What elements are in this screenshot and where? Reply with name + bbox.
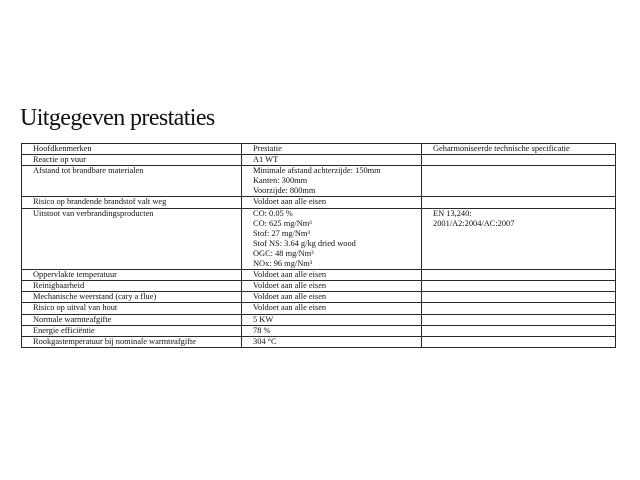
table-row <box>22 336 616 347</box>
cell-feature <box>22 208 242 270</box>
performance-table <box>21 143 616 348</box>
performance-text: Stof: 27 mg/Nm³ <box>253 228 310 238</box>
table-row <box>22 197 616 208</box>
performance-text: Voldoet aan alle eisen <box>253 303 327 313</box>
performance-text: OGC: 48 mg/Nm³ <box>253 248 314 258</box>
cell-performance <box>242 197 422 208</box>
cell-performance <box>242 303 422 314</box>
performance-text: CO: 0.05 % <box>253 208 293 218</box>
cell-spec <box>422 325 616 336</box>
performance-text: Voldoet aan alle eisen <box>253 292 327 302</box>
header-performance: Prestatie <box>242 144 422 155</box>
cell-feature <box>22 303 242 314</box>
cell-spec <box>422 197 616 208</box>
performance-text: Voldoet aan alle eisen <box>253 197 327 207</box>
header-main-characteristics: Hoofdkenmerken <box>22 144 242 155</box>
performance-text: Minimale afstand achterzijde: 150mm <box>253 166 381 176</box>
cell-performance <box>242 166 422 197</box>
cell-performance <box>242 336 422 347</box>
feature-text: Uitstoot van verbrandingsproducten <box>33 208 154 218</box>
cell-feature <box>22 314 242 325</box>
cell-performance <box>242 314 422 325</box>
header-harmonised-spec: Geharmoniseerde technische specificatie <box>422 144 616 155</box>
performance-text: Kanten: 300mm <box>253 176 308 186</box>
table-row <box>22 208 616 270</box>
feature-text: Energie efficiëntie <box>33 325 95 335</box>
performance-text: CO: 625 mg/Nm³ <box>253 218 312 228</box>
cell-spec <box>422 166 616 197</box>
feature-text: Afstand tot brandbare materialen <box>33 166 144 176</box>
table-row <box>22 325 616 336</box>
cell-performance <box>242 208 422 270</box>
feature-text: Risico op brandende brandstof valt weg <box>33 197 167 207</box>
cell-feature <box>22 292 242 303</box>
performance-text: NOx: 96 mg/Nm³ <box>253 259 313 269</box>
cell-spec <box>422 208 616 270</box>
cell-spec <box>422 155 616 166</box>
table-header-row <box>22 144 616 155</box>
performance-text: 304 °C <box>253 336 277 346</box>
cell-feature <box>22 270 242 281</box>
performance-text: Stof NS: 3.64 g/kg dried wood <box>253 238 356 248</box>
cell-spec <box>422 292 616 303</box>
table-row <box>22 270 616 281</box>
feature-text: Rookgastemperatuur bij nominale warmteafgifte <box>33 336 197 346</box>
performance-text: Voldoet aan alle eisen <box>253 270 327 280</box>
cell-feature <box>22 197 242 208</box>
performance-text: Voorzijde: 800mm <box>253 186 316 196</box>
cell-feature <box>22 155 242 166</box>
cell-feature <box>22 325 242 336</box>
cell-performance <box>242 292 422 303</box>
table-row <box>22 281 616 292</box>
performance-text: 78 % <box>253 325 271 335</box>
cell-performance <box>242 325 422 336</box>
feature-text: Reactie op vuur <box>33 155 87 165</box>
table-row <box>22 314 616 325</box>
table-row <box>22 155 616 166</box>
table-row <box>22 166 616 197</box>
feature-text: Risico op uitval van hout <box>33 303 118 313</box>
table-row <box>22 292 616 303</box>
cell-performance <box>242 155 422 166</box>
cell-spec <box>422 314 616 325</box>
cell-spec <box>422 281 616 292</box>
cell-feature <box>22 166 242 197</box>
cell-spec <box>422 336 616 347</box>
cell-performance <box>242 270 422 281</box>
feature-text: Normale warmteafgifte <box>33 314 112 324</box>
cell-feature <box>22 336 242 347</box>
cell-feature <box>22 281 242 292</box>
feature-text: Reinigbaarheid <box>33 281 85 291</box>
cell-performance <box>242 281 422 292</box>
spec-text: EN 13,240: <box>433 208 472 218</box>
page-title: Uitgegeven prestaties <box>20 105 215 131</box>
performance-text: A1 WT <box>253 155 279 165</box>
performance-text: 5 KW <box>253 314 274 324</box>
table-row <box>22 303 616 314</box>
cell-spec <box>422 270 616 281</box>
cell-spec <box>422 303 616 314</box>
performance-text: Voldoet aan alle eisen <box>253 281 327 291</box>
feature-text: Mechanische weerstand (cary a flue) <box>33 292 157 302</box>
spec-text: 2001/A2:2004/AC:2007 <box>433 218 515 228</box>
feature-text: Oppervlakte temperatuur <box>33 270 117 280</box>
